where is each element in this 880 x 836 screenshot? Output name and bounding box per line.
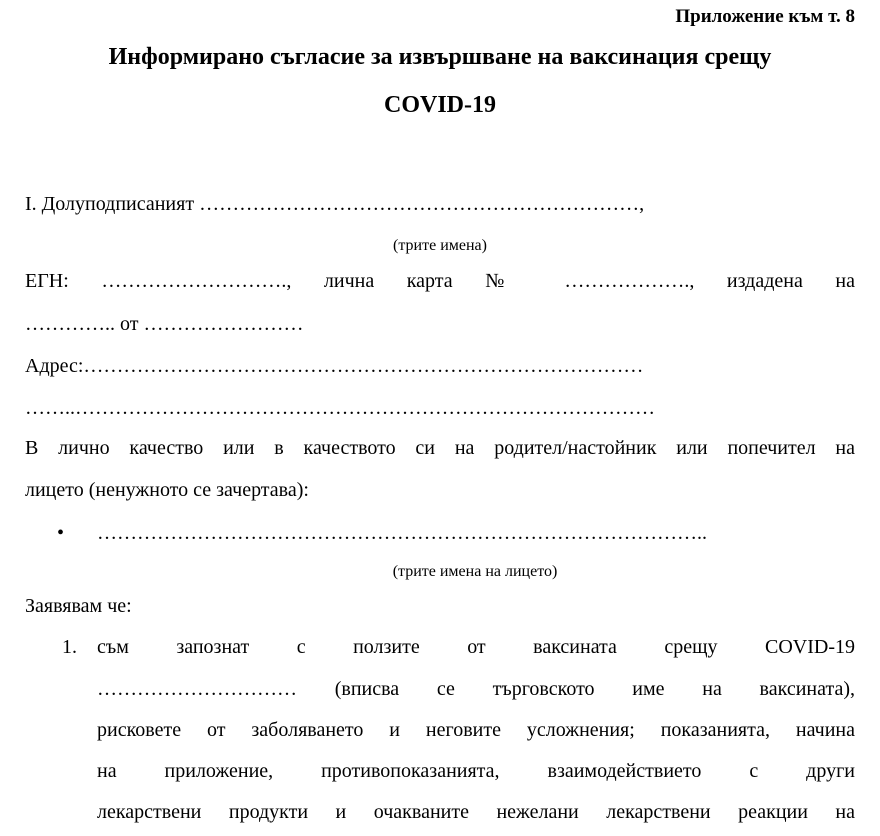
address-line-1: Адрес:…………………………………………………………………………	[25, 355, 644, 377]
list-item-line-2: ………………………… (вписва се търговското име на ваксината),	[97, 678, 855, 700]
list-item-number: 1.	[62, 636, 77, 658]
signatory-line: I. Долуподписаният …………………………………………………………,	[25, 193, 645, 215]
person-names-caption: (трите имена на лицето)	[392, 563, 558, 580]
bullet-marker: •	[57, 522, 65, 544]
list-item-line-1: съм запознат с ползите от ваксината срещу COVID-19	[97, 636, 855, 658]
list-item-line-5: лекарствени продукти и очакваните нежелани лекарствени реакции на	[97, 801, 855, 823]
capacity-line-2: лицето (ненужното се зачертава):	[25, 479, 309, 501]
capacity-line-1: В лично качество или в качеството си на родител/настойник или попечител на	[25, 437, 855, 459]
issued-by-line: ………….. от ……………………	[25, 313, 304, 335]
declaration-heading: Заявявам че:	[25, 595, 132, 617]
address-line-2: ……..……………………………………………………………………………	[25, 397, 655, 419]
document-title: Информирано съгласие за извършване на ваксинация срещу	[108, 44, 772, 70]
appendix-label: Приложение към т. 8	[675, 6, 855, 27]
person-names-line: ………………………………………………………………………………..	[97, 522, 707, 544]
names-caption: (трите имена)	[393, 237, 487, 254]
list-item-line-4: на приложение, противопоказанията, взаимодействието с други	[97, 760, 855, 782]
list-item-line-3: рисковете от заболяването и неговите усложнения; показанията, начина	[97, 719, 855, 741]
egn-id-card-line: ЕГН: ………………………., лична карта № ………………., издадена на	[25, 270, 855, 292]
document-title-continued: COVID-19	[384, 92, 496, 118]
